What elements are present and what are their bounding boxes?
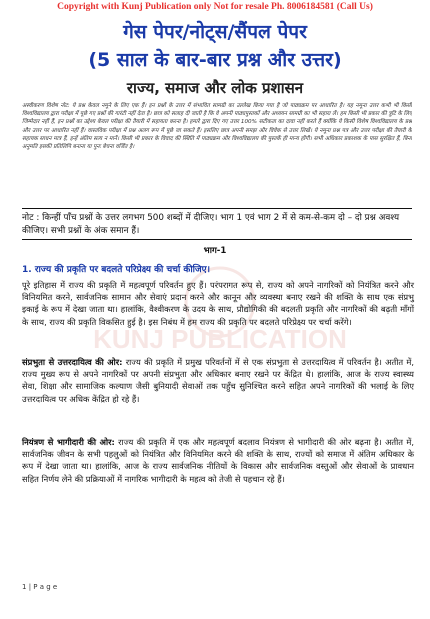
copyright-banner: Copyright with Kunj Publication only Not for resale Ph. 8006184581 (Call Us) (57, 2, 373, 12)
subject-title: राज्य, समाज और लोक प्रशासन (126, 79, 304, 97)
answer-paragraph-2 (22, 356, 414, 405)
paragraph-text: राज्य की प्रकृति में एक और महत्वपूर्ण बदलाव नियंत्रण से भागीदारी की ओर बढ़ना है। अतीत में, सार्वजनिक जीवन के सभी पहलुओं को नियंत्रित और विनियमित करने की शक्ति के साथ, राज्यों को समाज में अंतिम अधिकार के रूप में देखा जाता था। हालांकि, आज के राज्य सार्वजनिक नीतियों के विकास और सार्वजनिक वस्तुओं और सेवाओं के प्रावधान सहित निर्णय लेने की प्रक्रियाओं में नागरिक भागीदारी के महत्व को तेजी से पहचान रहे हैं। (22, 437, 414, 484)
document-title: गेस पेपर/नोट्स/सैंपल पेपर (123, 21, 307, 43)
page-number: 1 (22, 583, 27, 591)
disclaimer-text: अस्वीकरण विशेष नोट: ये प्रश्न केवल नमूने के लिए एक हैं। इन प्रश्नों के उत्तर में संभावित सामग्री का उल्लेख किया गया है जो पाठ्यक्रम पर आधारित है। यह नमूना उत्तर कभी भी किसी विश्वविद्यालय द्वारा परीक्षा में पूछे गए प्रश्नों की गारंटी नहीं देता है। छात्र को सलाह दी जाती है कि वे अपनी पाठ्यपुस्तकों और अध्ययन सामग्री का भी सहारा लें। हम किसी भी प्रकार की त्रुटि के लिए जिम्मेदार नहीं हैं, इन प्रश्नों का उद्देश्य केवल परीक्षा की तैयारी में सहायता करना है। हमारे द्वारा दिए गए उत्तर 100% सटीकता का दावा नहीं करते हैं क्योंकि ये किसी विशेष विश्वविद्यालय के प्रश्न और उत्तर पर आधारित नहीं हैं। वास्तविक परीक्षा में प्रश्न अलग रूप में पूछे जा सकते हैं। इसलिए छात्र अपनी समझ और विवेक से उत्तर लिखें। ये नमूना प्रश्न पत्र और उत्तर परीक्षा की तैयारी के सहायक साधन मात्र हैं, इन्हें अंतिम सत्य न मानें। किसी भी प्रकार के विवाद की स्थिति में पाठ्यक्रम और विश्वविद्यालय की पुस्तकें ही मान्य होंगी। सभी अधिकार प्रकाशक के पास सुरक्षित हैं, बिना अनुमति इसकी प्रतिलिपि बनाना या पुनः बेचना वर्जित है। (22, 103, 412, 151)
answer-paragraph-3 (22, 436, 414, 485)
page-label: | P a g e (28, 583, 58, 591)
paragraph-text: पूरे इतिहास में राज्य की प्रकृति में महत्वपूर्ण परिवर्तन हुए हैं। परंपरागत रूप से, राज्य को अपने नागरिकों को नियंत्रित करने और विनियमित करने, सार्वजनिक सामान और सेवाएं प्रदान करने और कानून और व्यवस्था बनाए रखने की शक्ति के साथ एक संप्रभु इकाई के रूप में देखा जाता था। हालांकि, वैश्वीकरण के उदय के साथ, प्रौद्योगिकी की बदलती प्रकृति और नागरिकों की बढ़ती माँगों के साथ, राज्य की प्रकृति विकसित हुई है। इस निबंध में हम राज्य की प्रकृति पर बदलते परिप्रेक्ष्य पर चर्चा करेंगे। (22, 280, 414, 327)
document-subtitle: (5 साल के बार-बार प्रश्न और उत्तर) (88, 49, 342, 71)
paragraph-text: राज्य की प्रकृति में प्रमुख परिवर्तनों में से एक संप्रभुता से उत्तरदायित्व में परिवर्तन है। अतीत में, राज्य मुख्य रूप से अपने नागरिकों पर अपनी संप्रभुता और अधिकार बनाए रखने पर केंद्रित थे। हालांकि, आज के राज्य स्वास्थ्य सेवा, शिक्षा और सामाजिक कल्याण जैसी बुनियादी सेवाओं तक पहुँच सुनिश्चित करने सहित अपने नागरिकों की भलाई के लिए उत्तरदायित्व पर अधिक केंद्रित हो रहे हैं। (22, 357, 414, 404)
paragraph-lead: नियंत्रण से भागीदारी की ओर: (22, 437, 115, 447)
question-1: 1. राज्य की प्रकृति पर बदलते परिप्रेक्ष्य की चर्चा कीजिए। (22, 265, 211, 275)
divider-top (22, 208, 412, 209)
divider-bottom (22, 239, 412, 240)
part-heading: भाग-1 (203, 246, 227, 256)
watermark-text: KUNJ PUBLICATION (93, 324, 347, 354)
instructions-note: नोट : किन्हीं पाँच प्रश्नों के उत्तर लगभग 500 शब्दों में दीजिए। भाग 1 एवं भाग 2 में से कम-से-कम दो – दो प्रश्न अवश्य कीजिए। सभी प्रश्नों के अंक समान हैं। (22, 213, 400, 236)
page-footer (22, 583, 57, 591)
answer-paragraph-1 (22, 279, 414, 328)
paragraph-lead: संप्रभुता से उत्तरदायित्व की ओर: (22, 357, 123, 367)
